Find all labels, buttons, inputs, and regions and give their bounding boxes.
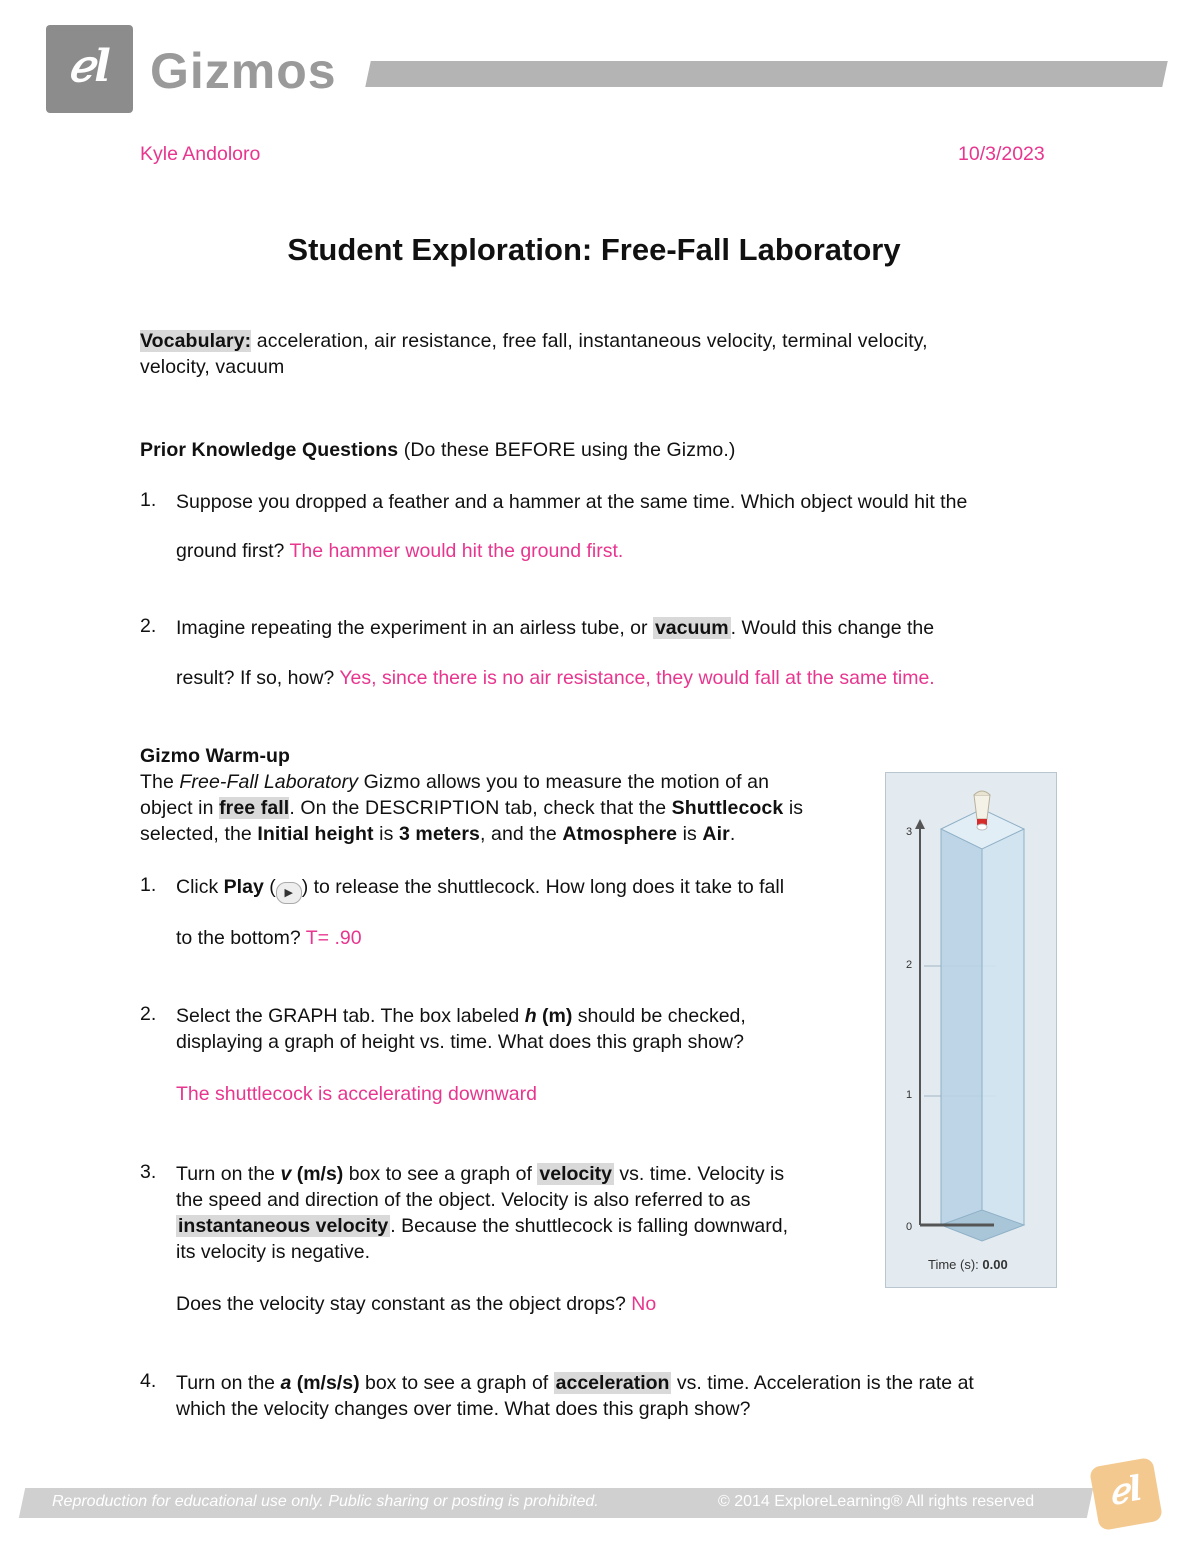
tube-front-left: [941, 829, 982, 1225]
warmup-q1-text: Click Play ( ▶ ) to release the shuttlecock. How long does it take to fall: [176, 874, 784, 904]
prior-q1-text: Suppose you dropped a feather and a hammer at the same time. Which object would hit the: [176, 491, 968, 513]
warmup-q1-line2: to the bottom? T= .90: [176, 927, 362, 949]
warmup-q3-number: 3.: [140, 1161, 157, 1183]
warmup-q4-text: Turn on the a (m/s/s) box to see a graph of acceleration vs. time. Acceleration is the rate at which the velocity changes over time. What does this graph show?: [176, 1372, 974, 1420]
warmup-intro: The Free-Fall Laboratory Gizmo allows you to measure the motion of an object in free fall. On the DESCRIPTION tab, check that the Shuttlecock is selected, the Initial height is 3 meters, and the Atmosphere is Air.: [140, 771, 804, 845]
tick-3: 3: [906, 826, 913, 838]
prior-q2-answer: Yes, since there is no air resistance, they would fall at the same time.: [339, 667, 935, 689]
prior-q2-number: 2.: [140, 615, 157, 637]
warmup-q3-answer: No: [631, 1293, 657, 1315]
warmup-q2-text: Select the GRAPH tab. The box labeled h (m) should be checked, displaying a graph of height vs. time. What does this graph show?: [176, 1005, 746, 1053]
warmup-q1-answer: T= .90: [305, 927, 362, 949]
prior-q1-number: 1.: [140, 489, 157, 511]
prior-q1-answer: The hammer would hit the ground first.: [289, 540, 624, 562]
badge-mark: ℯl: [1105, 1468, 1146, 1514]
student-name: Kyle Andoloro: [140, 143, 261, 165]
tube-front-right: [982, 829, 1024, 1225]
play-icon: ▶: [276, 882, 302, 904]
time-readout: Time (s): 0.00: [928, 1257, 1008, 1272]
tick-1: 1: [906, 1089, 913, 1101]
brand-name: Gizmos: [150, 43, 337, 99]
prior-q1-line2: ground first? The hammer would hit the ground first.: [176, 540, 624, 562]
logo-mark: ℯl: [68, 41, 111, 92]
axis-arrow: [915, 819, 925, 829]
student-date: 10/3/2023: [958, 143, 1045, 165]
warmup-heading: Gizmo Warm-up: [140, 745, 291, 767]
header-bar: [365, 61, 1168, 87]
tick-0: 0: [906, 1221, 913, 1233]
warmup-q2-answer: The shuttlecock is accelerating downward: [176, 1083, 537, 1105]
tick-2: 2: [906, 959, 913, 971]
prior-q2-text: Imagine repeating the experiment in an airless tube, or vacuum . Would this change the: [176, 617, 935, 639]
explorelearning-badge: [1089, 1457, 1163, 1531]
warmup-q2-number: 2.: [140, 1003, 157, 1025]
vocabulary: Vocabulary: acceleration, air resistance, free fall, instantaneous velocity, terminal velocity, velocity, vacuum: [140, 330, 928, 378]
footer-copyright: © 2014 ExploreLearning® All rights reserved: [718, 1493, 1035, 1510]
warmup-q3-question: Does the velocity stay constant as the object drops? No: [176, 1293, 657, 1315]
warmup-q3-text: Turn on the v (m/s) box to see a graph of velocity vs. time. Velocity is the speed and direction of the object. Velocity is also referred to as instantaneous velocity . Because the shuttlecock is falling downward, its velocity is negative.: [176, 1163, 789, 1263]
prior-q2-line2: result? If so, how? Yes, since there is no air resistance, they would fall at the same time.: [176, 667, 935, 689]
prior-knowledge-heading: Prior Knowledge Questions (Do these BEFORE using the Gizmo.): [140, 439, 736, 461]
warmup-q1-number: 1.: [140, 874, 157, 896]
free-fall-simulation: [885, 772, 1057, 1288]
warmup-q4-number: 4.: [140, 1370, 157, 1392]
footer-notice: Reproduction for educational use only. Public sharing or posting is prohibited.: [52, 1493, 599, 1510]
gizmos-logo: [46, 25, 133, 113]
simulation-graphic: [886, 773, 1056, 1287]
page-title: Student Exploration: Free-Fall Laboratory: [287, 232, 901, 267]
vocabulary-label: Vocabulary:: [140, 330, 252, 352]
